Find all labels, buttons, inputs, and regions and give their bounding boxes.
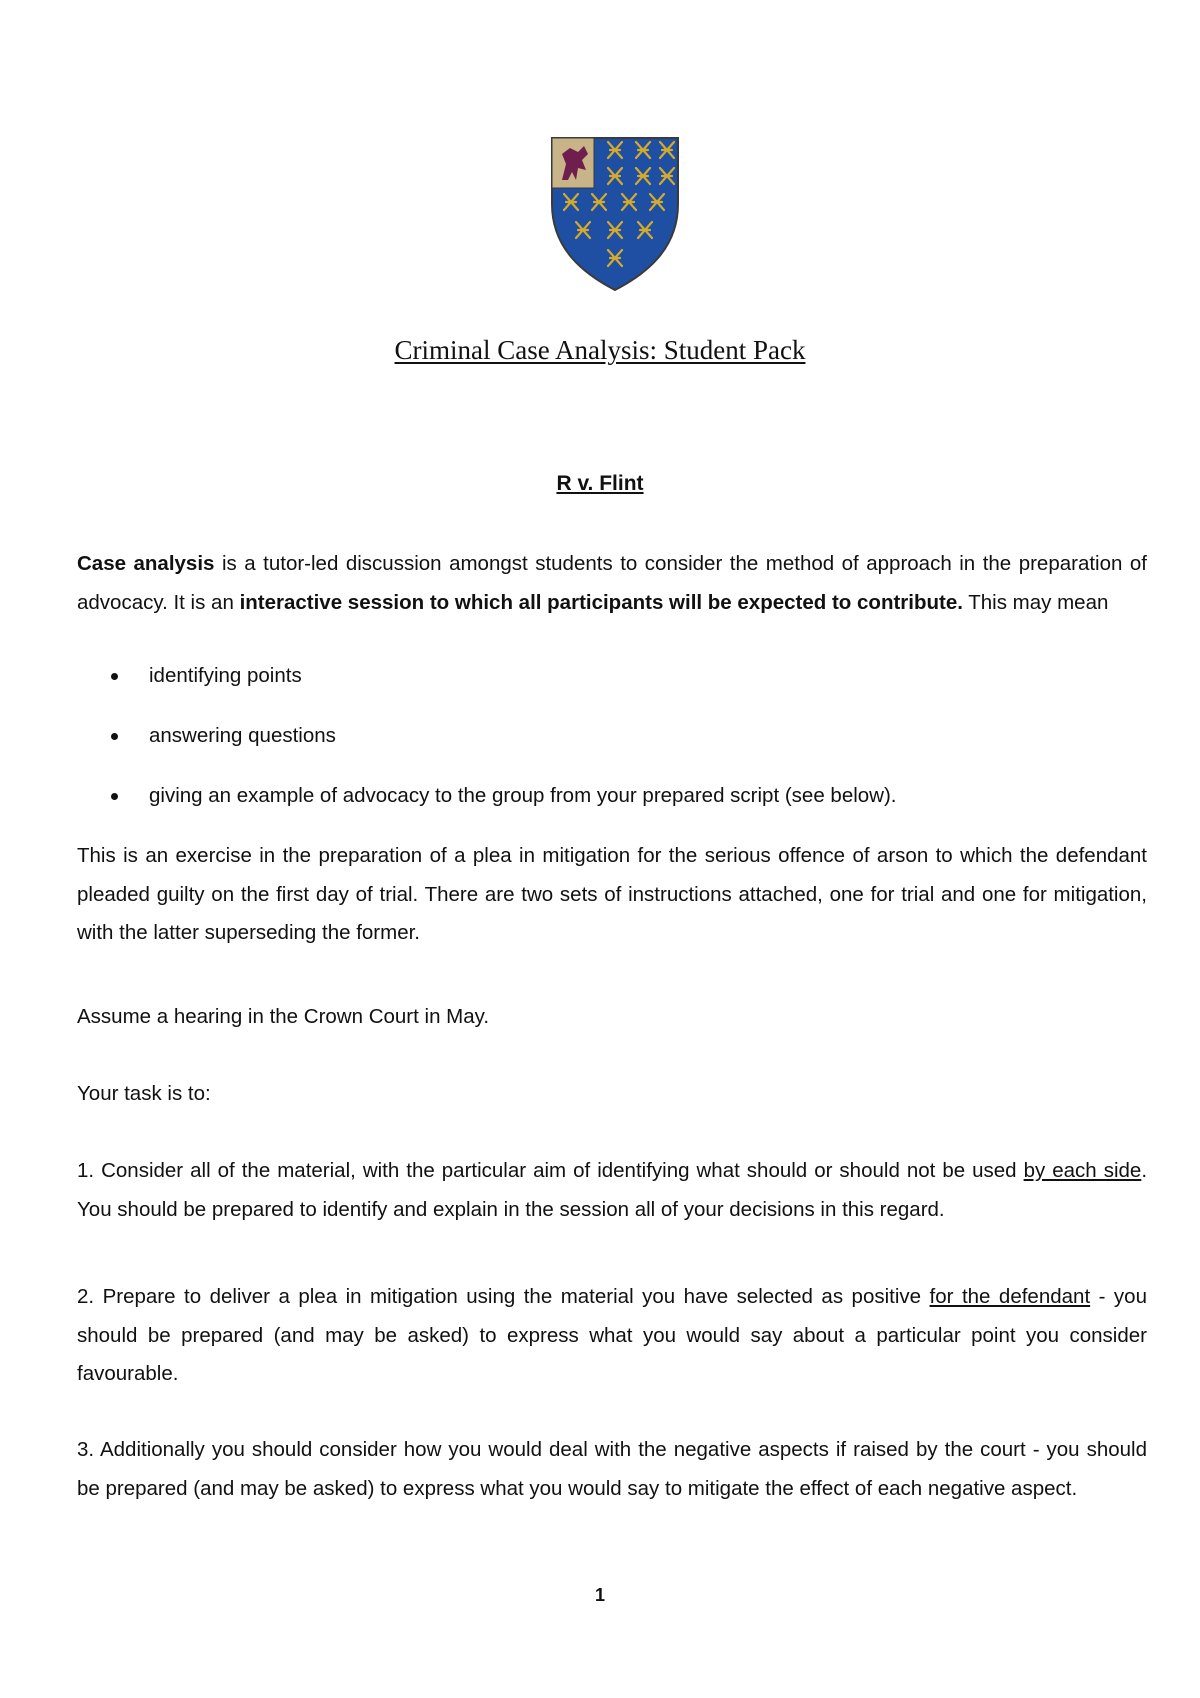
task-2-paragraph — [77, 1278, 1147, 1394]
task-3-paragraph — [77, 1431, 1147, 1508]
document-title: Criminal Case Analysis: Student Pack — [394, 335, 806, 365]
list-item: giving an example of advocacy to the group from your prepared script (see below). — [77, 777, 1147, 837]
task-1-after: . You should be prepared to identify and explain in the session all of your decisions in this regard. — [77, 1159, 1148, 1221]
task-2-underlined: for the defendant — [929, 1285, 1091, 1308]
task-2-after: - you should be prepared (and may be asked) to express what you would say about a particular point you consider favourable. — [77, 1285, 1147, 1385]
bullet-list — [77, 657, 1147, 837]
intro-bold-2: interactive session to which all participants will be expected to contribute. — [239, 590, 963, 614]
list-item: identifying points — [77, 657, 1147, 717]
task-1-underlined: by each side — [1023, 1159, 1142, 1182]
exercise-paragraph — [77, 837, 1147, 953]
task-3-text: 3. Additionally you should consider how you would deal with the negative aspects if raised by the court - you should be prepared (and may be asked) to express what you would say to mitigate the effect of each negative aspect. — [77, 1438, 1147, 1500]
heraldic-shield-icon — [548, 134, 682, 294]
exercise-text: This is an exercise in the preparation of a plea in mitigation for the serious offence of arson to which the defendant pleaded guilty on the first day of trial. There are two sets of instructions attached, one for trial and one for mitigation, with the latter superseding the former. — [77, 844, 1147, 944]
intro-text-1: is a tutor-led discussion amongst students to consider the method of approach in the preparation of advocacy. It is an — [77, 552, 1148, 614]
intro-lead-bold: Case analysis — [77, 552, 215, 575]
task-intro-paragraph — [77, 1075, 1147, 1114]
intro-paragraph — [77, 545, 1147, 622]
task-1-paragraph — [77, 1152, 1147, 1229]
hearing-text: Assume a hearing in the Crown Court in May. — [77, 1005, 490, 1028]
hearing-paragraph — [77, 998, 1147, 1037]
intro-text-2: This may mean — [962, 590, 1109, 614]
task-2-before: 2. Prepare to deliver a plea in mitigation using the material you have selected as positive — [77, 1285, 930, 1308]
page-number: 1 — [594, 1585, 605, 1605]
case-name-heading: R v. Flint — [556, 472, 644, 495]
list-item: answering questions — [77, 717, 1147, 777]
task-intro-text: Your task is to: — [77, 1082, 211, 1105]
task-1-before: 1. Consider all of the material, with the particular aim of identifying what should or should not be used — [77, 1159, 1024, 1182]
